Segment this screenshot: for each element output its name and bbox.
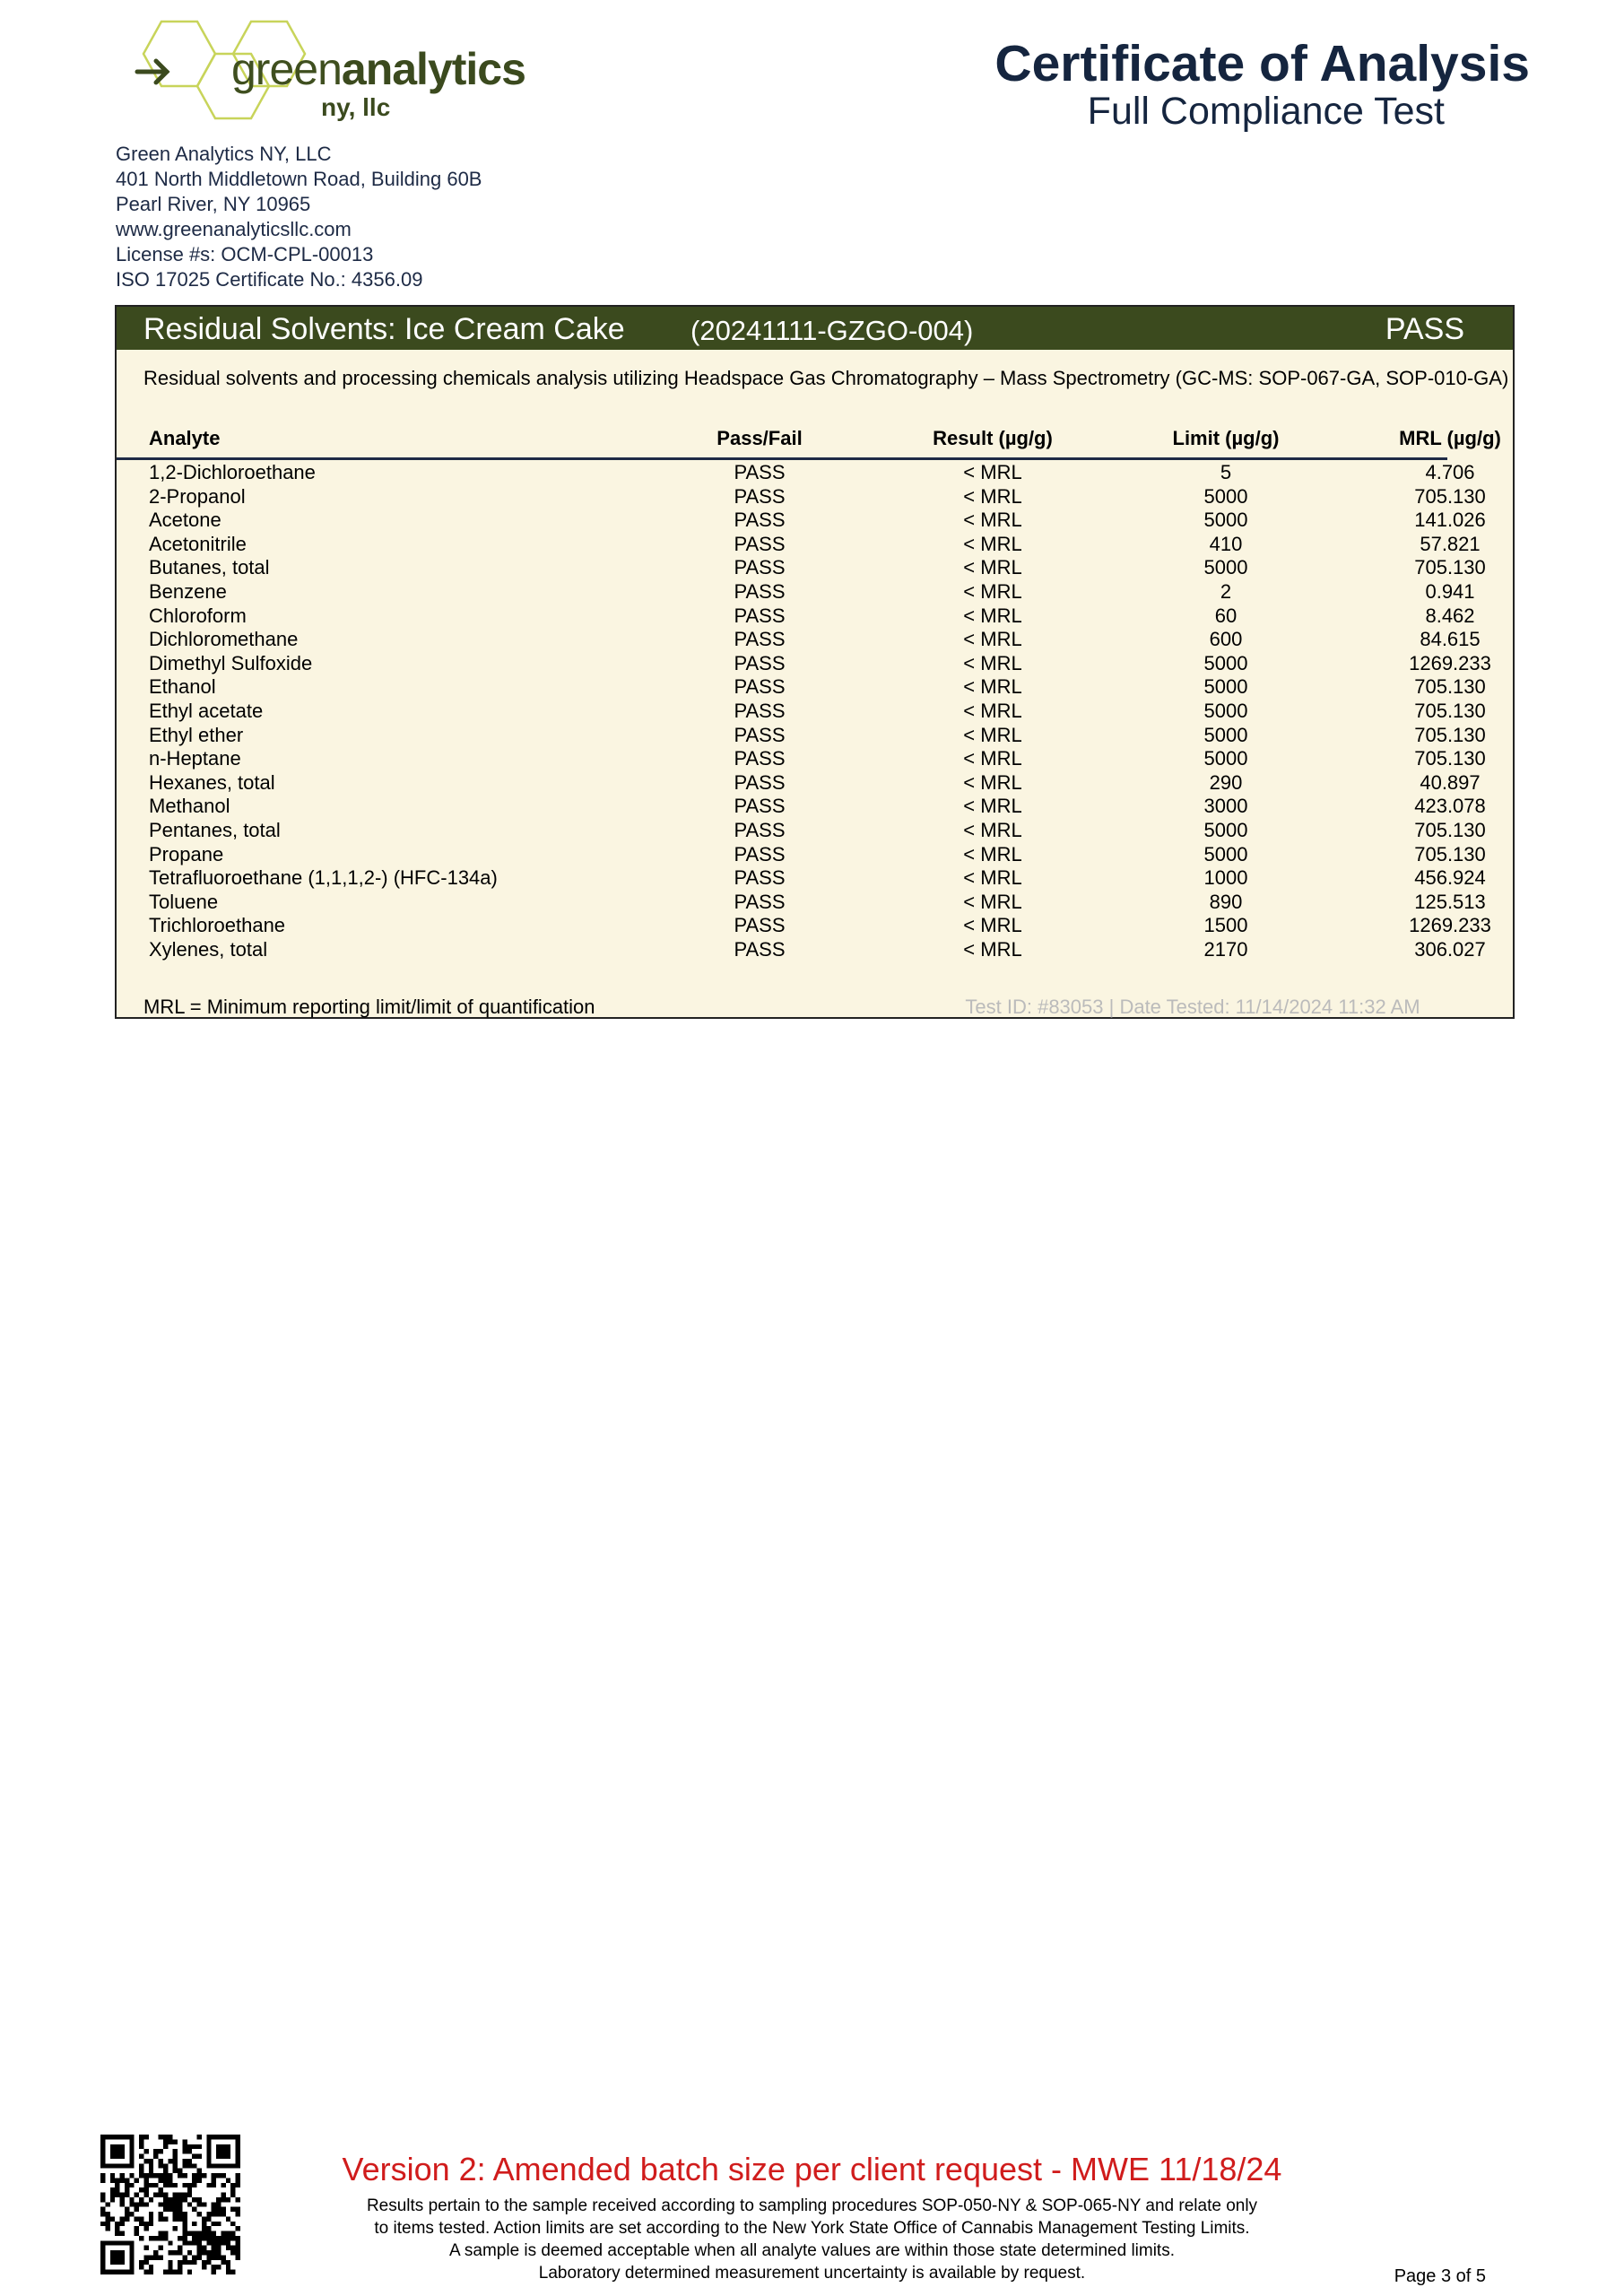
cell-result: < MRL [963, 890, 1022, 913]
lab-website: www.greenanalyticsllc.com [116, 218, 352, 240]
cell-result: < MRL [963, 699, 1022, 722]
column-header-mrl: MRL (µg/g) [1399, 427, 1501, 449]
cell-mrl: 705.130 [1414, 818, 1486, 841]
cell-analyte: Acetonitrile [149, 532, 247, 555]
cell-limit: 2 [1220, 579, 1232, 603]
table-row [117, 843, 1513, 867]
cell-result: < MRL [963, 723, 1022, 746]
version-note: Version 2: Amended batch size per client request - MWE 11/18/24 [342, 2151, 1282, 2187]
cell-pass-fail: PASS [734, 675, 786, 699]
overall-status: PASS [1385, 312, 1464, 346]
column-header-pass-fail: Pass/Fail [716, 427, 803, 449]
cell-pass-fail: PASS [734, 866, 786, 890]
cell-limit: 2170 [1203, 937, 1248, 961]
cell-mrl: 4.706 [1425, 461, 1475, 483]
lab-license: License #s: OCM-CPL-00013 [116, 243, 374, 265]
cell-mrl: 125.513 [1414, 890, 1486, 913]
logo-subtitle: ny, llc [321, 93, 391, 121]
cell-analyte: Dichloromethane [149, 628, 299, 651]
cell-mrl: 456.924 [1414, 866, 1486, 890]
cell-limit: 5000 [1203, 723, 1248, 746]
cell-pass-fail: PASS [734, 770, 786, 794]
table-row [117, 461, 1513, 485]
logo-wordmark: greenanalytics [231, 44, 525, 94]
cell-result: < MRL [963, 770, 1022, 794]
cell-mrl: 705.130 [1414, 699, 1486, 722]
cell-mrl: 57.821 [1420, 532, 1481, 555]
cell-limit: 3000 [1203, 795, 1248, 818]
cell-mrl: 141.026 [1414, 509, 1486, 532]
cell-result: < MRL [963, 484, 1022, 508]
cell-mrl: 705.130 [1414, 842, 1486, 865]
table-row [117, 675, 1513, 700]
table-row [117, 795, 1513, 819]
cell-pass-fail: PASS [734, 579, 786, 603]
cell-pass-fail: PASS [734, 699, 786, 722]
cell-result: < MRL [963, 604, 1022, 627]
cell-limit: 5000 [1203, 675, 1248, 699]
table-row [117, 914, 1513, 938]
cell-analyte: Xylenes, total [149, 937, 268, 961]
table-row [117, 819, 1513, 843]
table-row [117, 938, 1513, 962]
cell-analyte: Pentanes, total [149, 818, 281, 841]
cell-pass-fail: PASS [734, 604, 786, 627]
cell-mrl: 705.130 [1414, 747, 1486, 770]
cell-mrl: 1269.233 [1409, 651, 1491, 674]
disclaimer-line: Laboratory determined measurement uncertainty is available by request. [538, 2264, 1086, 2283]
lab-name: Green Analytics NY, LLC [116, 143, 332, 165]
cell-pass-fail: PASS [734, 747, 786, 770]
cell-pass-fail: PASS [734, 914, 786, 937]
cell-result: < MRL [963, 579, 1022, 603]
cell-pass-fail: PASS [734, 795, 786, 818]
table-row [117, 724, 1513, 748]
table-row [117, 891, 1513, 915]
cell-limit: 1500 [1203, 914, 1248, 937]
cell-mrl: 306.027 [1414, 937, 1486, 961]
cell-limit: 5000 [1203, 556, 1248, 579]
disclaimer-line: A sample is deemed acceptable when all analyte values are within those state determined limits. [449, 2241, 1175, 2260]
lab-street: 401 North Middletown Road, Building 60B [116, 168, 482, 190]
cell-pass-fail: PASS [734, 842, 786, 865]
table-row [117, 771, 1513, 796]
arrow-right-icon [137, 61, 167, 83]
test-info: Test ID: #83053 | Date Tested: 11/14/2024 11:32 AM [965, 996, 1420, 1018]
cell-result: < MRL [963, 461, 1022, 483]
cell-result: < MRL [963, 509, 1022, 532]
cell-pass-fail: PASS [734, 723, 786, 746]
cell-limit: 5000 [1203, 747, 1248, 770]
table-row [117, 628, 1513, 652]
cell-mrl: 40.897 [1420, 770, 1481, 794]
lab-address [116, 142, 482, 292]
page-title: Certificate of Analysis [994, 35, 1530, 92]
column-header-analyte: Analyte [149, 427, 221, 449]
table-row [117, 866, 1513, 891]
cell-mrl: 84.615 [1420, 628, 1481, 651]
cell-pass-fail: PASS [734, 556, 786, 579]
page-number: Page 3 of 5 [1394, 2266, 1486, 2286]
cell-limit: 5000 [1203, 699, 1248, 722]
cell-pass-fail: PASS [734, 628, 786, 651]
disclaimer [0, 2195, 1624, 2284]
mrl-footnote: MRL = Minimum reporting limit/limit of quantification [143, 996, 595, 1018]
cell-analyte: 2-Propanol [149, 484, 246, 508]
cell-analyte: Tetrafluoroethane (1,1,1,2-) (HFC-134a) [149, 866, 498, 890]
residual-solvents-panel [115, 305, 1515, 1019]
cell-mrl: 423.078 [1414, 795, 1486, 818]
cell-result: < MRL [963, 818, 1022, 841]
cell-result: < MRL [963, 914, 1022, 937]
cell-pass-fail: PASS [734, 532, 786, 555]
header-divider [117, 457, 1447, 460]
cell-pass-fail: PASS [734, 484, 786, 508]
cell-limit: 60 [1214, 604, 1238, 627]
cell-result: < MRL [963, 842, 1022, 865]
table-row [117, 580, 1513, 604]
cell-analyte: 1,2-Dichloroethane [149, 461, 316, 483]
cell-limit: 410 [1209, 532, 1243, 555]
table-row [117, 485, 1513, 509]
method-description: Residual solvents and processing chemicals analysis utilizing Headspace Gas Chromatography – Mass Spectrometry (GC-MS: SOP-067-GA, SOP-010-GA) [143, 367, 1509, 389]
cell-analyte: Propane [149, 842, 224, 865]
cell-analyte: Ethyl acetate [149, 699, 264, 722]
cell-pass-fail: PASS [734, 509, 786, 532]
cell-result: < MRL [963, 675, 1022, 699]
column-header-limit: Limit (µg/g) [1172, 427, 1280, 449]
cell-analyte: Ethanol [149, 675, 216, 699]
lab-iso: ISO 17025 Certificate No.: 4356.09 [116, 268, 423, 291]
cell-result: < MRL [963, 747, 1022, 770]
cell-mrl: 705.130 [1414, 556, 1486, 579]
cell-pass-fail: PASS [734, 461, 786, 483]
cell-mrl: 0.941 [1425, 579, 1475, 603]
disclaimer-line: to items tested. Action limits are set according to the New York State Office of Cannabis Management Testing Limits. [374, 2219, 1250, 2238]
cell-mrl: 705.130 [1414, 723, 1486, 746]
cell-analyte: n-Heptane [149, 747, 241, 770]
cell-pass-fail: PASS [734, 890, 786, 913]
cell-limit: 290 [1209, 770, 1243, 794]
cell-limit: 600 [1209, 628, 1243, 651]
column-header-result: Result (µg/g) [933, 427, 1053, 449]
cell-result: < MRL [963, 628, 1022, 651]
table-row [117, 556, 1513, 580]
cell-mrl: 705.130 [1414, 675, 1486, 699]
cell-limit: 5000 [1203, 651, 1248, 674]
cell-pass-fail: PASS [734, 937, 786, 961]
cell-result: < MRL [963, 651, 1022, 674]
panel-header [117, 307, 1513, 350]
cell-analyte: Hexanes, total [149, 770, 275, 794]
panel-title: Residual Solvents: Ice Cream Cake [143, 312, 625, 346]
cell-analyte: Dimethyl Sulfoxide [149, 651, 313, 674]
cell-analyte: Toluene [149, 890, 219, 913]
table-row [117, 533, 1513, 557]
table-row [117, 509, 1513, 533]
cell-analyte: Butanes, total [149, 556, 270, 579]
page-subtitle: Full Compliance Test [1087, 90, 1445, 133]
cell-limit: 890 [1209, 890, 1243, 913]
cell-limit: 5000 [1203, 818, 1248, 841]
cell-limit: 5000 [1203, 842, 1248, 865]
cell-mrl: 8.462 [1425, 604, 1475, 627]
cell-analyte: Acetone [149, 509, 221, 532]
cell-limit: 5000 [1203, 484, 1248, 508]
cell-result: < MRL [963, 556, 1022, 579]
table-row [117, 652, 1513, 676]
cell-analyte: Trichloroethane [149, 914, 286, 937]
cell-result: < MRL [963, 532, 1022, 555]
cell-analyte: Ethyl ether [149, 723, 244, 746]
lab-city: Pearl River, NY 10965 [116, 193, 311, 215]
cell-pass-fail: PASS [734, 818, 786, 841]
cell-analyte: Methanol [149, 795, 230, 818]
sample-id: (20241111-GZGO-004) [690, 315, 974, 346]
results-table [117, 461, 1513, 961]
cell-analyte: Chloroform [149, 604, 247, 627]
cell-analyte: Benzene [149, 579, 227, 603]
cell-result: < MRL [963, 937, 1022, 961]
cell-mrl: 705.130 [1414, 484, 1486, 508]
cell-result: < MRL [963, 866, 1022, 890]
cell-limit: 1000 [1203, 866, 1248, 890]
disclaimer-line: Results pertain to the sample received according to sampling procedures SOP-050-NY & SOP-065-NY and relate only [366, 2196, 1258, 2215]
table-row [117, 604, 1513, 629]
cell-limit: 5000 [1203, 509, 1248, 532]
table-row [117, 700, 1513, 724]
cell-mrl: 1269.233 [1409, 914, 1491, 937]
table-row [117, 747, 1513, 771]
cell-pass-fail: PASS [734, 651, 786, 674]
cell-limit: 5 [1220, 461, 1232, 483]
cell-result: < MRL [963, 795, 1022, 818]
